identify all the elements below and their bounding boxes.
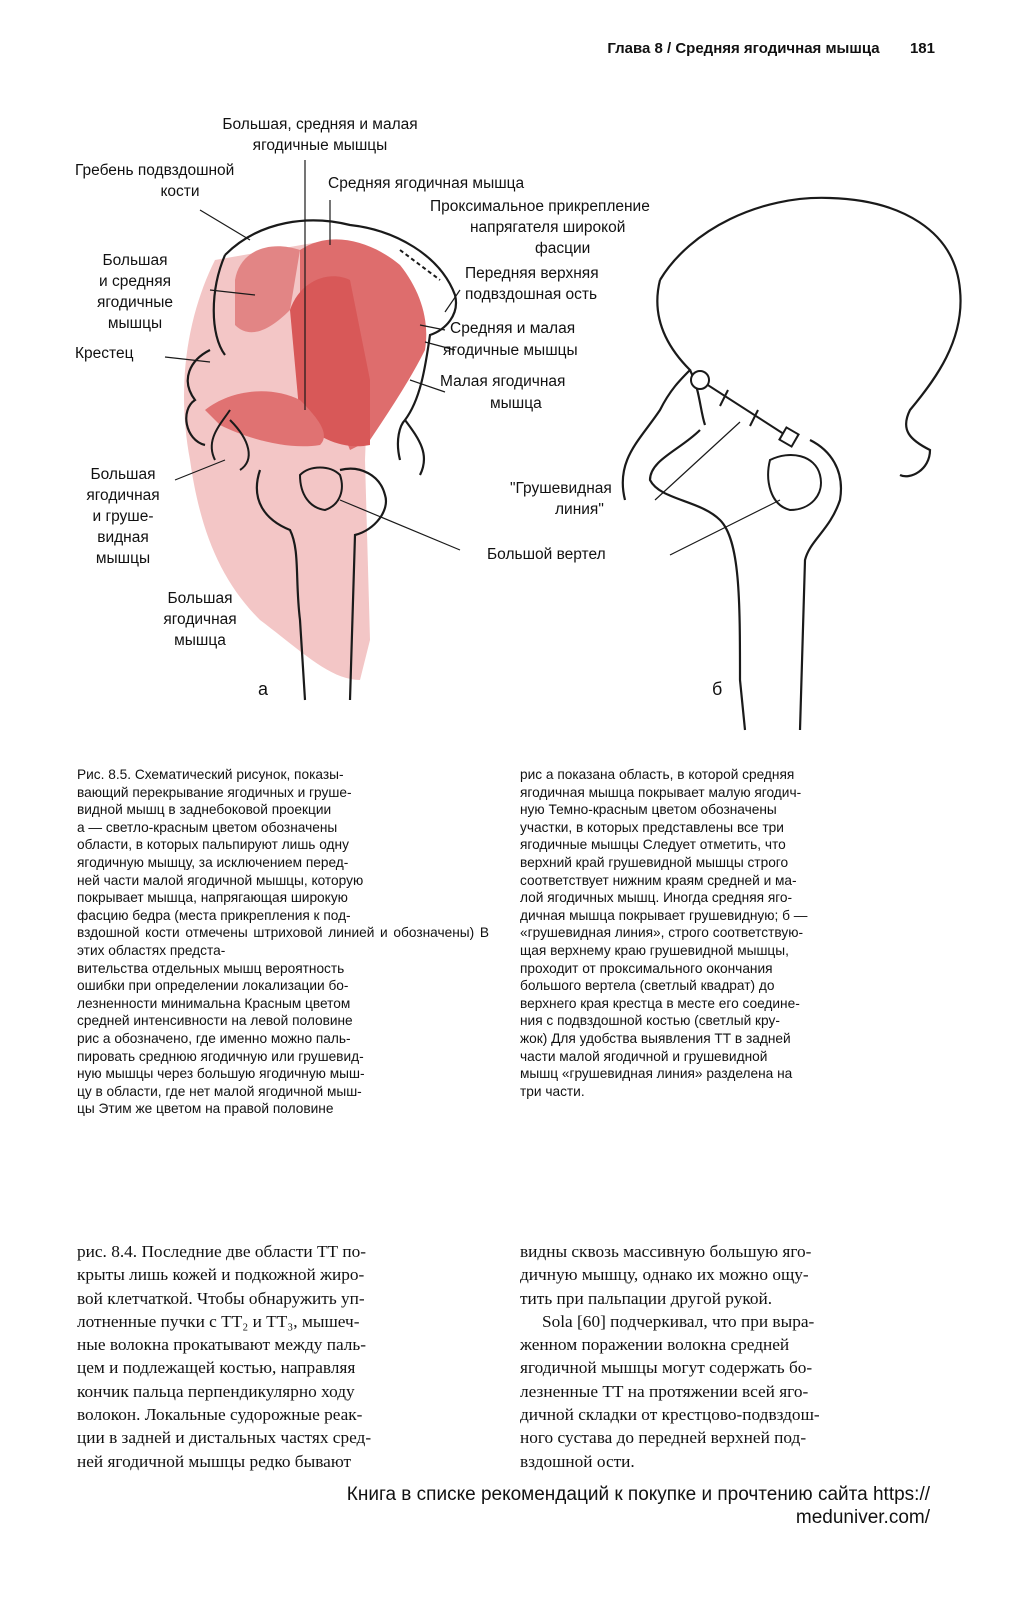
text-line: области, в которых пальпируют лишь одну <box>77 837 349 853</box>
text-line: ошибки при определении локализации бо- <box>77 978 349 994</box>
panel-b-letter: б <box>712 679 723 699</box>
label-gmax-2: ягодичная <box>163 611 237 628</box>
label-big-pir-2: ягодичная <box>86 487 160 504</box>
text-line: рис а обозначено, где именно можно паль- <box>77 1030 351 1046</box>
label-gluteus-all-2: ягодичные мышцы <box>252 137 388 154</box>
text-line: видной мышц в заднебоковой проекции <box>77 802 332 818</box>
running-head <box>545 40 935 57</box>
label-asis-1: Передняя верхняя <box>465 265 599 282</box>
text-line: жок) Для удобства выявления ТТ в задней <box>520 1030 791 1046</box>
footer-line-2: meduniver.com/ <box>795 1507 930 1528</box>
text-line: лезненные ТТ на протяжении всей яго- <box>520 1381 809 1401</box>
footer <box>170 1483 930 1529</box>
text-line: лотненные пучки с ТТ₂ и ТТ₃, мышеч- <box>77 1311 360 1331</box>
label-gmed: Средняя ягодичная мышца <box>328 175 525 192</box>
text-line: волокон. Локальные судорожные реак- <box>77 1405 363 1425</box>
text-line: дичную мышцу, однако их можно ощу- <box>520 1265 809 1285</box>
text-line: щая верхнему краю грушевидной мышцы, <box>520 942 789 958</box>
body-left-column <box>77 1240 489 1473</box>
text-line: соответствует нижним краям средней и ма- <box>520 872 797 888</box>
body-right-paragraph-1 <box>520 1240 932 1310</box>
label-piriform-line-2: линия" <box>555 501 604 518</box>
text-line: три части. <box>520 1083 585 1099</box>
text-line: большого вертела (светлый квадрат) до <box>520 978 775 994</box>
body-right-column <box>520 1240 932 1473</box>
text-line: рис а показана область, в которой средняя <box>520 767 795 782</box>
text-line: участки, в которых представлены все три <box>520 819 784 835</box>
panel-a-letter: а <box>258 679 269 699</box>
text-line: ции в задней и дистальных частях сред- <box>77 1428 372 1448</box>
text-line: фасцию бедра (места прикрепления к под- <box>77 907 351 923</box>
trochanter-square <box>779 427 798 446</box>
text-line: вающий перекрывание ягодичных и груше- <box>77 784 352 800</box>
label-gmin-2: мышца <box>490 395 542 412</box>
label-big-mid-4: мышцы <box>107 315 163 332</box>
label-big-pir-3: и груше- <box>92 508 154 525</box>
text-line: Sola [60] подчеркивал, что при выра- <box>542 1311 815 1331</box>
text-line: дичной складки от крестцово-подвздош- <box>520 1405 820 1425</box>
text-line: ния с подвздошной костью (светлый кру- <box>520 1013 780 1029</box>
text-line: вздошной кости отмечены штриховой линией и обозначены) В этих областях предста- <box>77 925 489 958</box>
label-piriform-line-1: "Грушевидная <box>510 480 612 497</box>
text-line: лезненности минимальна Красным цветом <box>77 995 351 1011</box>
text-line: цу в области, где нет малой ягодичной мыш- <box>77 1083 362 1099</box>
text-line: вительства отдельных мышц вероятность <box>77 960 345 976</box>
text-line: Рис. 8.5. Схематический рисунок, показы- <box>77 767 344 782</box>
text-line: женном поражении волокна средней <box>520 1335 790 1355</box>
label-iliac-crest-1: Гребень подвздошной <box>75 162 235 179</box>
text-line: цы Этим же цветом на правой половине <box>77 1101 334 1117</box>
text-line: вздошной ости. <box>520 1451 635 1471</box>
text-line: ягодичной мышцы могут содержать бо- <box>520 1358 813 1378</box>
label-greater-trochanter: Большой вертел <box>487 546 606 563</box>
body-right-paragraph-2 <box>520 1310 932 1473</box>
label-asis-2: подвздошная ость <box>465 286 598 303</box>
text-line: рис. 8.4. Последние две области ТТ по- <box>77 1242 367 1261</box>
text-line: крыты лишь кожей и подкожной жиро- <box>77 1265 365 1285</box>
text-line: пировать среднюю ягодичную или грушевид- <box>77 1048 364 1064</box>
label-big-pir-5: мышцы <box>95 550 151 567</box>
label-big-mid-2: и средняя <box>98 273 171 290</box>
text-line: видны сквозь массивную большую яго- <box>520 1242 812 1261</box>
text-line: ную Темно-красным цветом обозначены <box>520 802 777 818</box>
text-line: тить при пальпации другой рукой. <box>520 1288 773 1308</box>
label-gluteus-all-1: Большая, средняя и малая <box>222 116 418 133</box>
running-head-title: Глава 8 / Средняя ягодичная мышца <box>607 40 880 57</box>
text-line: ней ягодичной мышцы редко бывают <box>77 1451 352 1471</box>
text-line: ягодичные мышцы Следует отметить, что <box>520 837 786 853</box>
label-big-pir-1: Большая <box>90 466 156 483</box>
text-line: ного сустава до передней верхней под- <box>520 1428 807 1448</box>
text-line: ные волокна прокатывают между паль- <box>77 1335 367 1355</box>
label-tfl-2: напрягателя широкой <box>470 219 626 236</box>
text-line: ней части малой ягодичной мышцы, которую <box>77 872 364 888</box>
text-line: верхнего края крестца в месте его соедине- <box>520 995 800 1011</box>
text-line: кончик пальца перпендикулярно ходу <box>77 1381 355 1401</box>
text-line: проходит от проксимального окончания <box>520 960 773 976</box>
label-big-pir-4: видная <box>97 529 149 546</box>
label-sacrum: Крестец <box>75 345 134 362</box>
figure-8-5 <box>0 80 1025 770</box>
label-gmin-1: Малая ягодичная <box>440 373 566 390</box>
caption-right-column <box>520 766 932 1100</box>
label-big-mid-3: ягодичные <box>96 294 174 311</box>
caption-left-column <box>77 766 489 1118</box>
text-line: части малой ягодичной и грушевидной <box>520 1048 768 1064</box>
text-line: средней интенсивности на левой половине <box>77 1013 353 1029</box>
text-line: «грушевидная линия», строго соответствую- <box>520 925 804 941</box>
label-mid-small-2: ягодичные мышцы <box>443 342 578 359</box>
text-line: ягодичную мышцу, за исключением перед- <box>77 854 349 870</box>
text-line: цем и подлежащей костью, направляя <box>77 1358 356 1378</box>
text-line: лой ягодичных мышц. Иногда средняя яго- <box>520 890 793 906</box>
label-gmax-1: Большая <box>167 590 233 607</box>
text-line: верхний край грушевидной мышцы строго <box>520 854 789 870</box>
page-number: 181 <box>909 40 935 57</box>
text-line: ную мышцы через большую ягодичную мыш- <box>77 1066 365 1082</box>
label-mid-small-1: Средняя и малая <box>450 320 576 337</box>
sacroiliac-circle <box>691 371 709 389</box>
text-line: покрывает мышца, напрягающая широкую <box>77 890 348 906</box>
text-line: дичная мышца покрывает грушевидную; б — <box>520 907 808 923</box>
text-line: мышц «грушевидная линия» разделена на <box>520 1066 793 1082</box>
label-tfl-1: Проксимальное прикрепление <box>430 198 650 215</box>
text-line: а — светло-красным цветом обозначены <box>77 819 338 835</box>
text-line: ягодичная мышца покрывает малую ягодич- <box>520 784 802 800</box>
label-big-mid-1: Большая <box>102 252 168 269</box>
label-iliac-crest-2: кости <box>160 183 200 200</box>
label-gmax-3: мышца <box>174 632 226 649</box>
footer-line-1: Книга в списке рекомендаций к покупке и прочтению сайта https:// <box>346 1484 930 1505</box>
femur-outline-b <box>650 430 841 730</box>
text-line: вой клетчаткой. Чтобы обнаружить уп- <box>77 1288 365 1308</box>
label-tfl-3: фасции <box>535 240 591 257</box>
piriform-line <box>700 380 790 438</box>
